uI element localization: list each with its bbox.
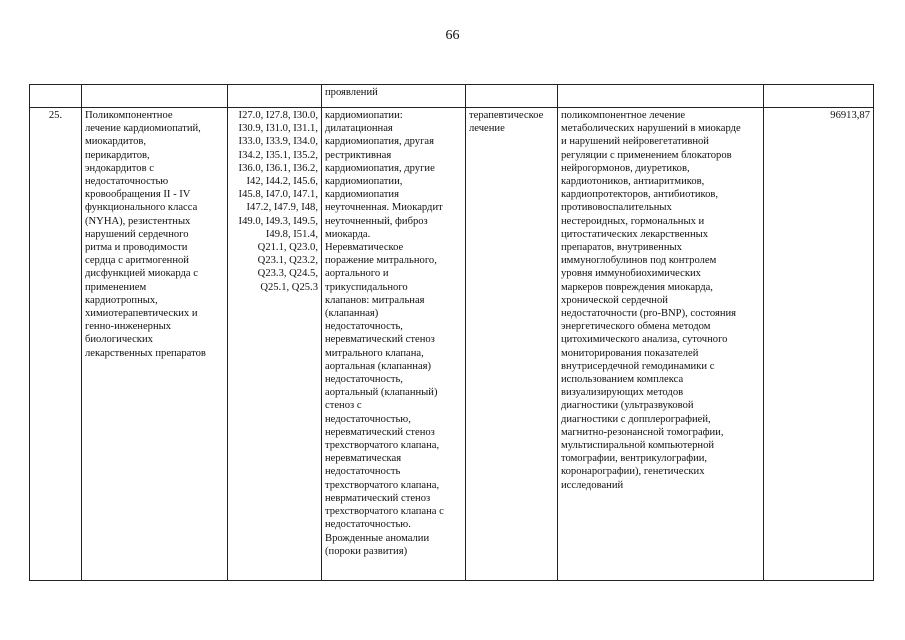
cell-treatment-type <box>466 85 558 108</box>
cell-number <box>30 85 82 108</box>
icd-codes: I27.0, I27.8, I30.0, I30.9, I31.0, I31.1, I33.0, I33.9, I34.0, I34.2, I35.1, I35.2, I36.0, I36.1, I36.2, I42, I44.2, I45.6, I45.8, I47.0, I47.1, I47.2, I47.9, I48, I49.0, I49.3, I49.5, I49.8, I51.4, Q21.1, Q23.0, Q23.1, Q23.2, Q23.3, Q24.5, Q25.1, Q25.3 <box>228 108 322 581</box>
page-number: 66 <box>445 28 460 43</box>
medical-care-table <box>29 84 874 581</box>
table-row <box>30 108 874 581</box>
treatment-type: терапевтическое лечение <box>466 108 558 581</box>
cell-icd <box>228 85 322 108</box>
row-number: 25. <box>30 108 82 581</box>
cell-patient-model: проявлений <box>322 85 466 108</box>
cell-method <box>558 85 764 108</box>
care-type-name: Поликомпонентное лечение кардиомиопатий, миокардитов, перикардитов, эндокардитов с недостаточностью кровообращения II - IV функционального класса (NYHA), резистентных нарушений сердечного ритма и проводимости сердца с аритмогенной дисфункцией миокарда с применением кардиотропных, химиотерапевтических и генно-инженерных биологических лекарственных препаратов <box>82 108 228 581</box>
cell-price <box>764 85 874 108</box>
continuation-row <box>30 85 874 108</box>
cell-name <box>82 85 228 108</box>
treatment-method: поликомпонентное лечение метаболических нарушений в миокарде и нарушений нейровегетативной регуляции с применением блокаторов нейрогормонов, диуретиков, кардиотоников, антиаритмиков, кардиопротекторов, антибиотиков, противовоспалительных нестероидных, гормональных и цитостатических лекарственных препаратов, внутривенных иммуноглобулинов под контролем уровня иммунобиохимических маркеров повреждения миокарда, хронической сердечной недостаточности (pro-BNP), состояния энергетического обмена методом цитохимического анализа, суточного мониторирования показателей внутрисердечной гемодинамики с использованием комплекса визуализирующих методов диагностики (ультразвуковой диагностики с допплерографией, магнитно-резонансной томографии, мультиспиральной компьютерной томографии, вентрикулографии, коронарографии), генетических исследований <box>558 108 764 581</box>
patient-model: кардиомиопатии: дилатационная кардиомиопатия, другая рестриктивная кардиомиопатия, другие кардиомиопатии, кардиомиопатия неуточненная. Миокардит неуточненный, фиброз миокарда. Неревматическое поражение митрального, аортального и трикуспидального клапанов: митральная (клапанная) недостаточность, неревматический стеноз митрального клапана, аортальная (клапанная) недостаточность, аортальный (клапанный) стеноз с недостаточностью, неревматический стеноз трехстворчатого клапана, неревматическая недостаточность трехстворчатого клапана, неврматический стеноз трехстворчатого клапана с недостаточностью. Врожденные аномалии (пороки развития) <box>322 108 466 581</box>
price-value: 96913,87 <box>764 108 874 581</box>
